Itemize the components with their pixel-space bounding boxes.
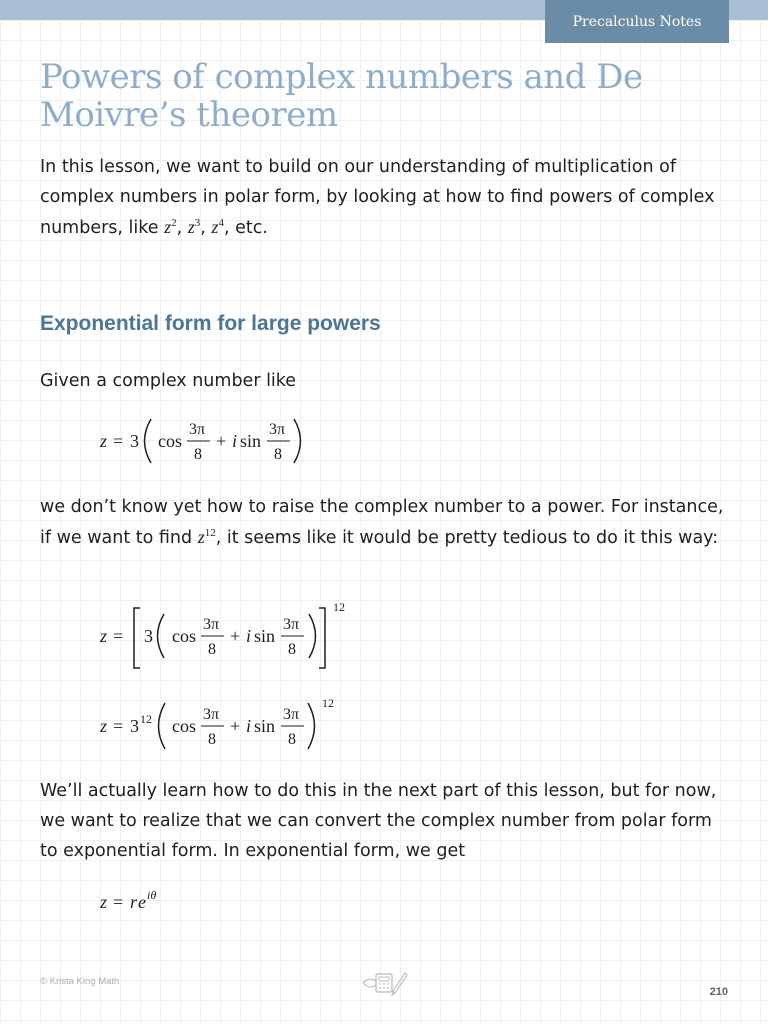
paren-power: 12 (322, 696, 334, 710)
svg-text:8: 8 (208, 641, 216, 658)
intro-tail: , etc. (223, 218, 268, 238)
equation-expanded-power (96, 690, 346, 760)
eq-sin: sin (240, 431, 262, 451)
eq-var: z (100, 431, 108, 451)
frac-num: 3π (189, 421, 206, 438)
svg-text:+: + (230, 716, 241, 736)
svg-text:z: z (100, 716, 108, 736)
footer-copyright: © Krista King Math (40, 976, 120, 987)
section-heading: Exponential form for large powers (40, 312, 381, 335)
exponential-paragraph: We’ll actually learn how to do this in the next part of this lesson, but for now, we want to realize that we can convert the complex number from polar form to exponential form. In exponential form, we get (40, 781, 717, 861)
svg-text:3π: 3π (283, 706, 300, 723)
svg-text:i: i (246, 626, 252, 646)
equation-exponential-form (96, 884, 186, 914)
svg-text:z: z (100, 626, 108, 646)
svg-text:=: = (113, 626, 124, 646)
svg-text:sin: sin (254, 626, 276, 646)
equation-bracket-power (96, 596, 366, 676)
equation-polar-form (96, 412, 326, 472)
svg-text:3: 3 (130, 716, 139, 736)
right-paren (294, 419, 301, 463)
svg-text:r: r (130, 892, 138, 912)
left-bracket (134, 608, 140, 668)
coef-power: 12 (140, 712, 152, 726)
eq-cos: cos (158, 431, 182, 451)
svg-text:8: 8 (208, 731, 216, 748)
calculator-pencil-logo-icon (360, 968, 410, 996)
frac-num: 3π (269, 421, 286, 438)
power-z2: $z^2$ (164, 217, 177, 237)
eq-coef: 3 (130, 431, 139, 451)
frac-den: 8 (274, 446, 282, 463)
page-title: Powers of complex numbers and De Moivre’s theorem (40, 57, 643, 135)
eq-i: i (232, 431, 238, 451)
right-bracket (319, 608, 325, 668)
power-z12: $z^{12}$ (197, 527, 216, 547)
bracket-power: 12 (333, 600, 345, 614)
separator: , (176, 218, 188, 238)
svg-text:z: z (100, 892, 108, 912)
svg-text:3π: 3π (203, 706, 220, 723)
svg-text:+: + (230, 626, 241, 646)
svg-text:3π: 3π (283, 616, 300, 633)
svg-text:cos: cos (172, 626, 196, 646)
svg-text:=: = (113, 892, 124, 912)
right-paren (309, 614, 316, 658)
page-number: 210 (709, 986, 728, 998)
eq-plus: + (216, 431, 227, 451)
svg-text:sin: sin (254, 716, 276, 736)
svg-text:8: 8 (288, 641, 296, 658)
frac-den: 8 (194, 446, 202, 463)
separator: , (200, 218, 212, 238)
svg-text:3: 3 (144, 626, 153, 646)
intro-paragraph (40, 152, 730, 243)
given-paragraph: Given a complex number like (40, 371, 297, 391)
svg-text:e: e (138, 892, 146, 912)
svg-text:3π: 3π (203, 616, 220, 633)
eq-equals: = (113, 431, 124, 451)
svg-text:=: = (113, 716, 124, 736)
intro-text: In this lesson, we want to build on our understanding of multiplication of complex numbers in polar form, by looking at how to find powers of complex numbers, like (40, 157, 715, 238)
left-paren (145, 419, 152, 463)
left-paren (158, 614, 165, 658)
svg-text:i: i (246, 716, 252, 736)
tedious-paragraph: we don’t know yet how to raise the complex number to a power. For instance, if we want to find $z^{12}$, it seems like it would be pretty tedious to do it this way: (40, 497, 724, 548)
svg-text:cos: cos (172, 716, 196, 736)
power-z4: $z^4$ (211, 217, 224, 237)
power-z3: $z^3$ (187, 217, 201, 237)
exp-superscript: iθ (147, 888, 157, 902)
course-tab: Precalculus Notes (545, 0, 729, 43)
svg-text:8: 8 (288, 731, 296, 748)
